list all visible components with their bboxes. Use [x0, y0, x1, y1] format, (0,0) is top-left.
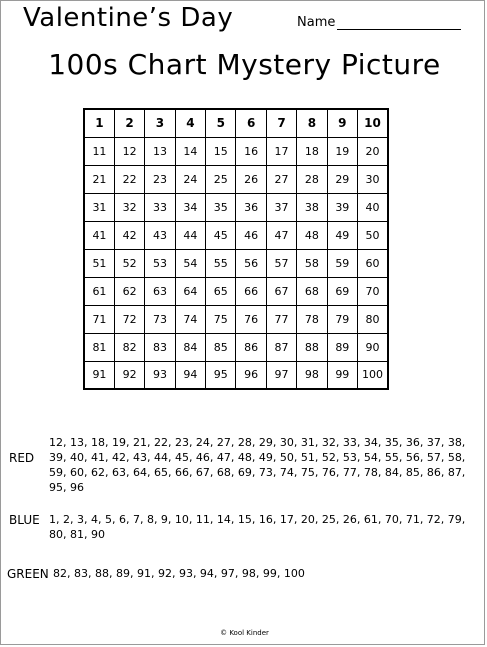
grid-cell: 43 [145, 221, 175, 249]
grid-cell: 20 [358, 137, 388, 165]
grid-cell: 42 [114, 221, 144, 249]
grid-cell: 90 [358, 333, 388, 361]
grid-cell: 68 [297, 277, 327, 305]
grid-cell: 92 [114, 361, 144, 389]
name-label: Name [297, 15, 336, 30]
grid-cell: 85 [206, 333, 236, 361]
grid-cell: 26 [236, 165, 266, 193]
grid-cell: 88 [297, 333, 327, 361]
grid-cell: 44 [175, 221, 205, 249]
grid-cell: 97 [266, 361, 296, 389]
grid-cell: 69 [327, 277, 357, 305]
worksheet-subtitle: 100s Chart Mystery Picture [48, 48, 441, 81]
grid-cell: 33 [145, 193, 175, 221]
grid-cell: 84 [175, 333, 205, 361]
grid-cell: 76 [236, 305, 266, 333]
grid-cell: 24 [175, 165, 205, 193]
grid-cell: 67 [266, 277, 296, 305]
grid-cell: 35 [206, 193, 236, 221]
grid-cell: 13 [145, 137, 175, 165]
grid-cell: 55 [206, 249, 236, 277]
grid-row [84, 249, 388, 277]
grid-row [84, 361, 388, 389]
grid-cell: 38 [297, 193, 327, 221]
grid-cell: 5 [206, 109, 236, 137]
hundreds-chart [83, 108, 389, 390]
grid-cell: 3 [145, 109, 175, 137]
grid-cell: 12 [114, 137, 144, 165]
grid-cell: 23 [145, 165, 175, 193]
grid-cell: 66 [236, 277, 266, 305]
grid-cell: 96 [236, 361, 266, 389]
red-number-list: 12, 13, 18, 19, 21, 22, 23, 24, 27, 28, 29, 30, 31, 32, 33, 34, 35, 36, 37, 38, 39, 40, 41, 42, 43, 44, 45, 46, 47, 48, 49, 50, 51, 52, 53, 54, 55, 56, 57, 58, 59, 60, 62, 63, 64, 65, 66, 67, 68, 69, 73, 74, 75, 76, 77, 78, 84, 85, 86, 87, 95, 96 [49, 436, 466, 494]
grid-cell: 95 [206, 361, 236, 389]
grid-cell: 21 [84, 165, 114, 193]
grid-cell: 27 [266, 165, 296, 193]
grid-cell: 41 [84, 221, 114, 249]
grid-cell: 50 [358, 221, 388, 249]
grid-cell: 49 [327, 221, 357, 249]
blue-label: BLUE [9, 513, 40, 527]
grid-cell: 61 [84, 277, 114, 305]
grid-cell: 28 [297, 165, 327, 193]
grid-cell: 62 [114, 277, 144, 305]
grid-cell: 81 [84, 333, 114, 361]
grid-cell: 52 [114, 249, 144, 277]
grid-cell: 77 [266, 305, 296, 333]
grid-row [84, 221, 388, 249]
grid-cell: 31 [84, 193, 114, 221]
grid-cell: 9 [327, 109, 357, 137]
grid-cell: 91 [84, 361, 114, 389]
grid-cell: 14 [175, 137, 205, 165]
grid-cell: 86 [236, 333, 266, 361]
grid-cell: 59 [327, 249, 357, 277]
grid-cell: 17 [266, 137, 296, 165]
grid-cell: 22 [114, 165, 144, 193]
grid-cell: 6 [236, 109, 266, 137]
grid-row [84, 333, 388, 361]
grid-cell: 39 [327, 193, 357, 221]
red-label: RED [9, 451, 35, 465]
grid-cell: 40 [358, 193, 388, 221]
grid-cell: 64 [175, 277, 205, 305]
grid-cell: 94 [175, 361, 205, 389]
grid-cell: 51 [84, 249, 114, 277]
grid-cell: 36 [236, 193, 266, 221]
grid-cell: 11 [84, 137, 114, 165]
grid-cell: 75 [206, 305, 236, 333]
grid-cell: 8 [297, 109, 327, 137]
grid-cell: 65 [206, 277, 236, 305]
worksheet-title: Valentine’s Day [23, 3, 234, 33]
grid-cell: 71 [84, 305, 114, 333]
grid-cell: 1 [84, 109, 114, 137]
grid-cell: 58 [297, 249, 327, 277]
grid-cell: 87 [266, 333, 296, 361]
grid-cell: 100 [358, 361, 388, 389]
grid-cell: 57 [266, 249, 296, 277]
green-label: GREEN [7, 567, 49, 581]
grid-cell: 16 [236, 137, 266, 165]
grid-cell: 4 [175, 109, 205, 137]
grid-cell: 73 [145, 305, 175, 333]
grid-cell: 60 [358, 249, 388, 277]
grid-cell: 15 [206, 137, 236, 165]
grid-cell: 63 [145, 277, 175, 305]
name-field [297, 15, 461, 30]
grid-cell: 72 [114, 305, 144, 333]
name-blank-line [337, 17, 461, 30]
grid-cell: 46 [236, 221, 266, 249]
grid-cell: 48 [297, 221, 327, 249]
grid-cell: 70 [358, 277, 388, 305]
grid-cell: 53 [145, 249, 175, 277]
grid-cell: 98 [297, 361, 327, 389]
grid-cell: 29 [327, 165, 357, 193]
grid-row [84, 137, 388, 165]
grid-cell: 78 [297, 305, 327, 333]
grid-cell: 34 [175, 193, 205, 221]
grid-row [84, 277, 388, 305]
grid-cell: 93 [145, 361, 175, 389]
grid-cell: 2 [114, 109, 144, 137]
grid-cell: 7 [266, 109, 296, 137]
grid-row [84, 109, 388, 137]
grid-cell: 19 [327, 137, 357, 165]
grid-cell: 18 [297, 137, 327, 165]
grid-row [84, 165, 388, 193]
grid-row [84, 193, 388, 221]
grid-cell: 47 [266, 221, 296, 249]
footer-credit: © Kool Kinder [220, 629, 269, 637]
grid-cell: 83 [145, 333, 175, 361]
grid-cell: 89 [327, 333, 357, 361]
grid-cell: 99 [327, 361, 357, 389]
grid-cell: 74 [175, 305, 205, 333]
grid-cell: 79 [327, 305, 357, 333]
grid-cell: 30 [358, 165, 388, 193]
grid-cell: 32 [114, 193, 144, 221]
grid-row [84, 305, 388, 333]
grid-cell: 80 [358, 305, 388, 333]
grid-cell: 54 [175, 249, 205, 277]
blue-number-list: 1, 2, 3, 4, 5, 6, 7, 8, 9, 10, 11, 14, 15, 16, 17, 20, 25, 26, 61, 70, 71, 72, 79, 80, 81, 90 [49, 513, 466, 541]
grid-cell: 25 [206, 165, 236, 193]
grid-cell: 56 [236, 249, 266, 277]
green-number-list: 82, 83, 88, 89, 91, 92, 93, 94, 97, 98, 99, 100 [53, 567, 305, 580]
grid-cell: 37 [266, 193, 296, 221]
grid-cell: 10 [358, 109, 388, 137]
grid-cell: 45 [206, 221, 236, 249]
grid-cell: 82 [114, 333, 144, 361]
